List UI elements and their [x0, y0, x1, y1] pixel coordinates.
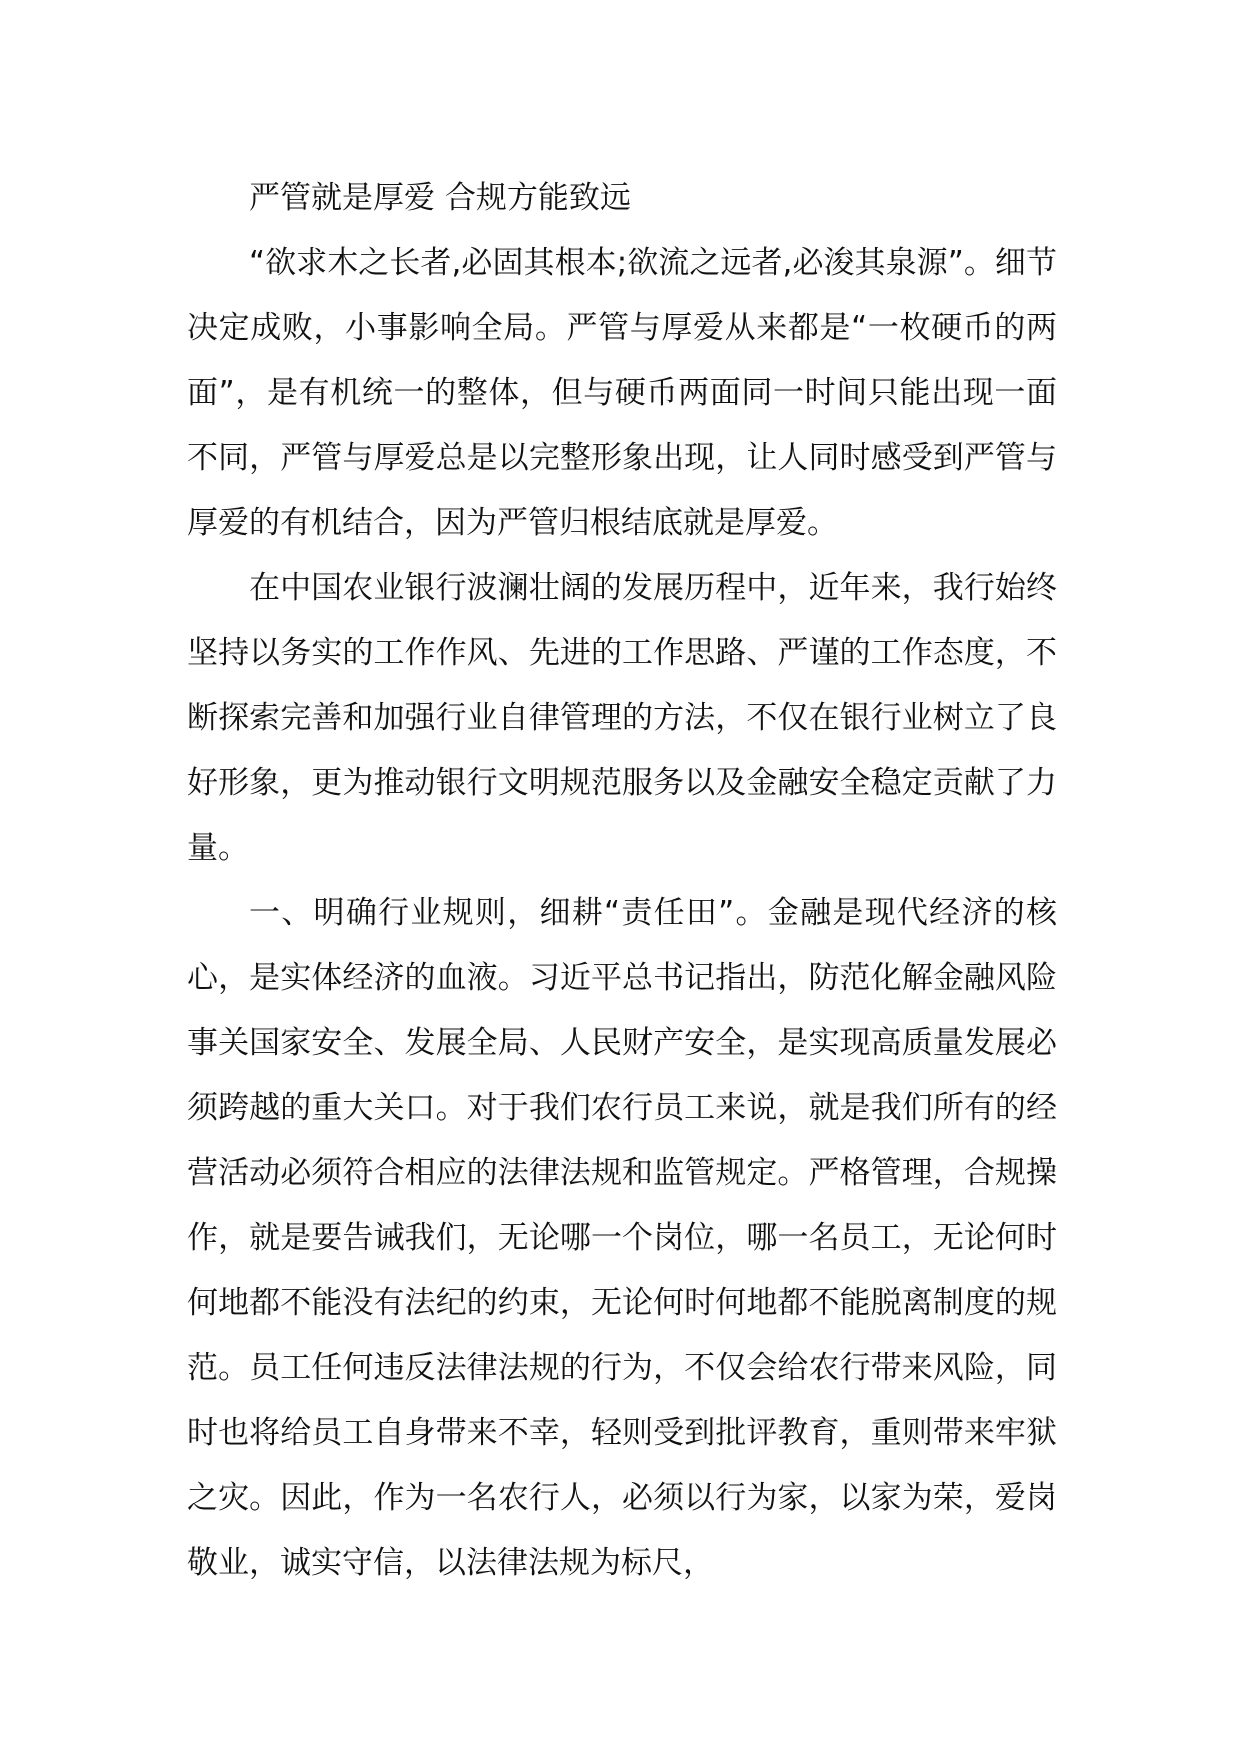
document-body	[187, 166, 1057, 1596]
paragraph-bank-history: 在中国农业银行波澜壮阔的发展历程中，近年来，我行始终坚持以务实的工作作风、先进的工作思路、严谨的工作态度，不断探索完善和加强行业自律管理的方法，不仅在银行业树立了良好形象，更为推动银行文明规范服务以及金融安全稳定贡献了力量。	[187, 570, 1057, 866]
paragraph-section-one: 一、明确行业规则，细耕“责任田”。金融是现代经济的核心，是实体经济的血液。习近平总书记指出，防范化解金融风险事关国家安全、发展全局、人民财产安全，是实现高质量发展必须跨越的重大关口。对于我们农行员工来说，就是我们所有的经营活动必须符合相应的法律法规和监管规定。严格管理，合规操作，就是要告诫我们，无论哪一个岗位，哪一名员工，无论何时何地都不能没有法纪的约束，无论何时何地都不能脱离制度的规范。员工任何违反法律法规的行为，不仅会给农行带来风险，同时也将给员工自身带来不幸，轻则受到批评教育，重则带来牢狱之灾。因此，作为一名农行人，必须以行为家，以家为荣，爱岗敬业，诚实守信，以法律法规为标尺，	[187, 895, 1057, 1581]
document-title: 严管就是厚爱 合规方能致远	[249, 180, 631, 216]
paragraph-intro-quote: “欲求木之长者,必固其根本;欲流之远者,必浚其泉源”。细节决定成败，小事影响全局。严管与厚爱从来都是“一枚硬币的两面”，是有机统一的整体，但与硬币两面同一时间只能出现一面不同，严管与厚爱总是以完整形象出现，让人同时感受到严管与厚爱的有机结合，因为严管归根结底就是厚爱。	[187, 245, 1057, 541]
